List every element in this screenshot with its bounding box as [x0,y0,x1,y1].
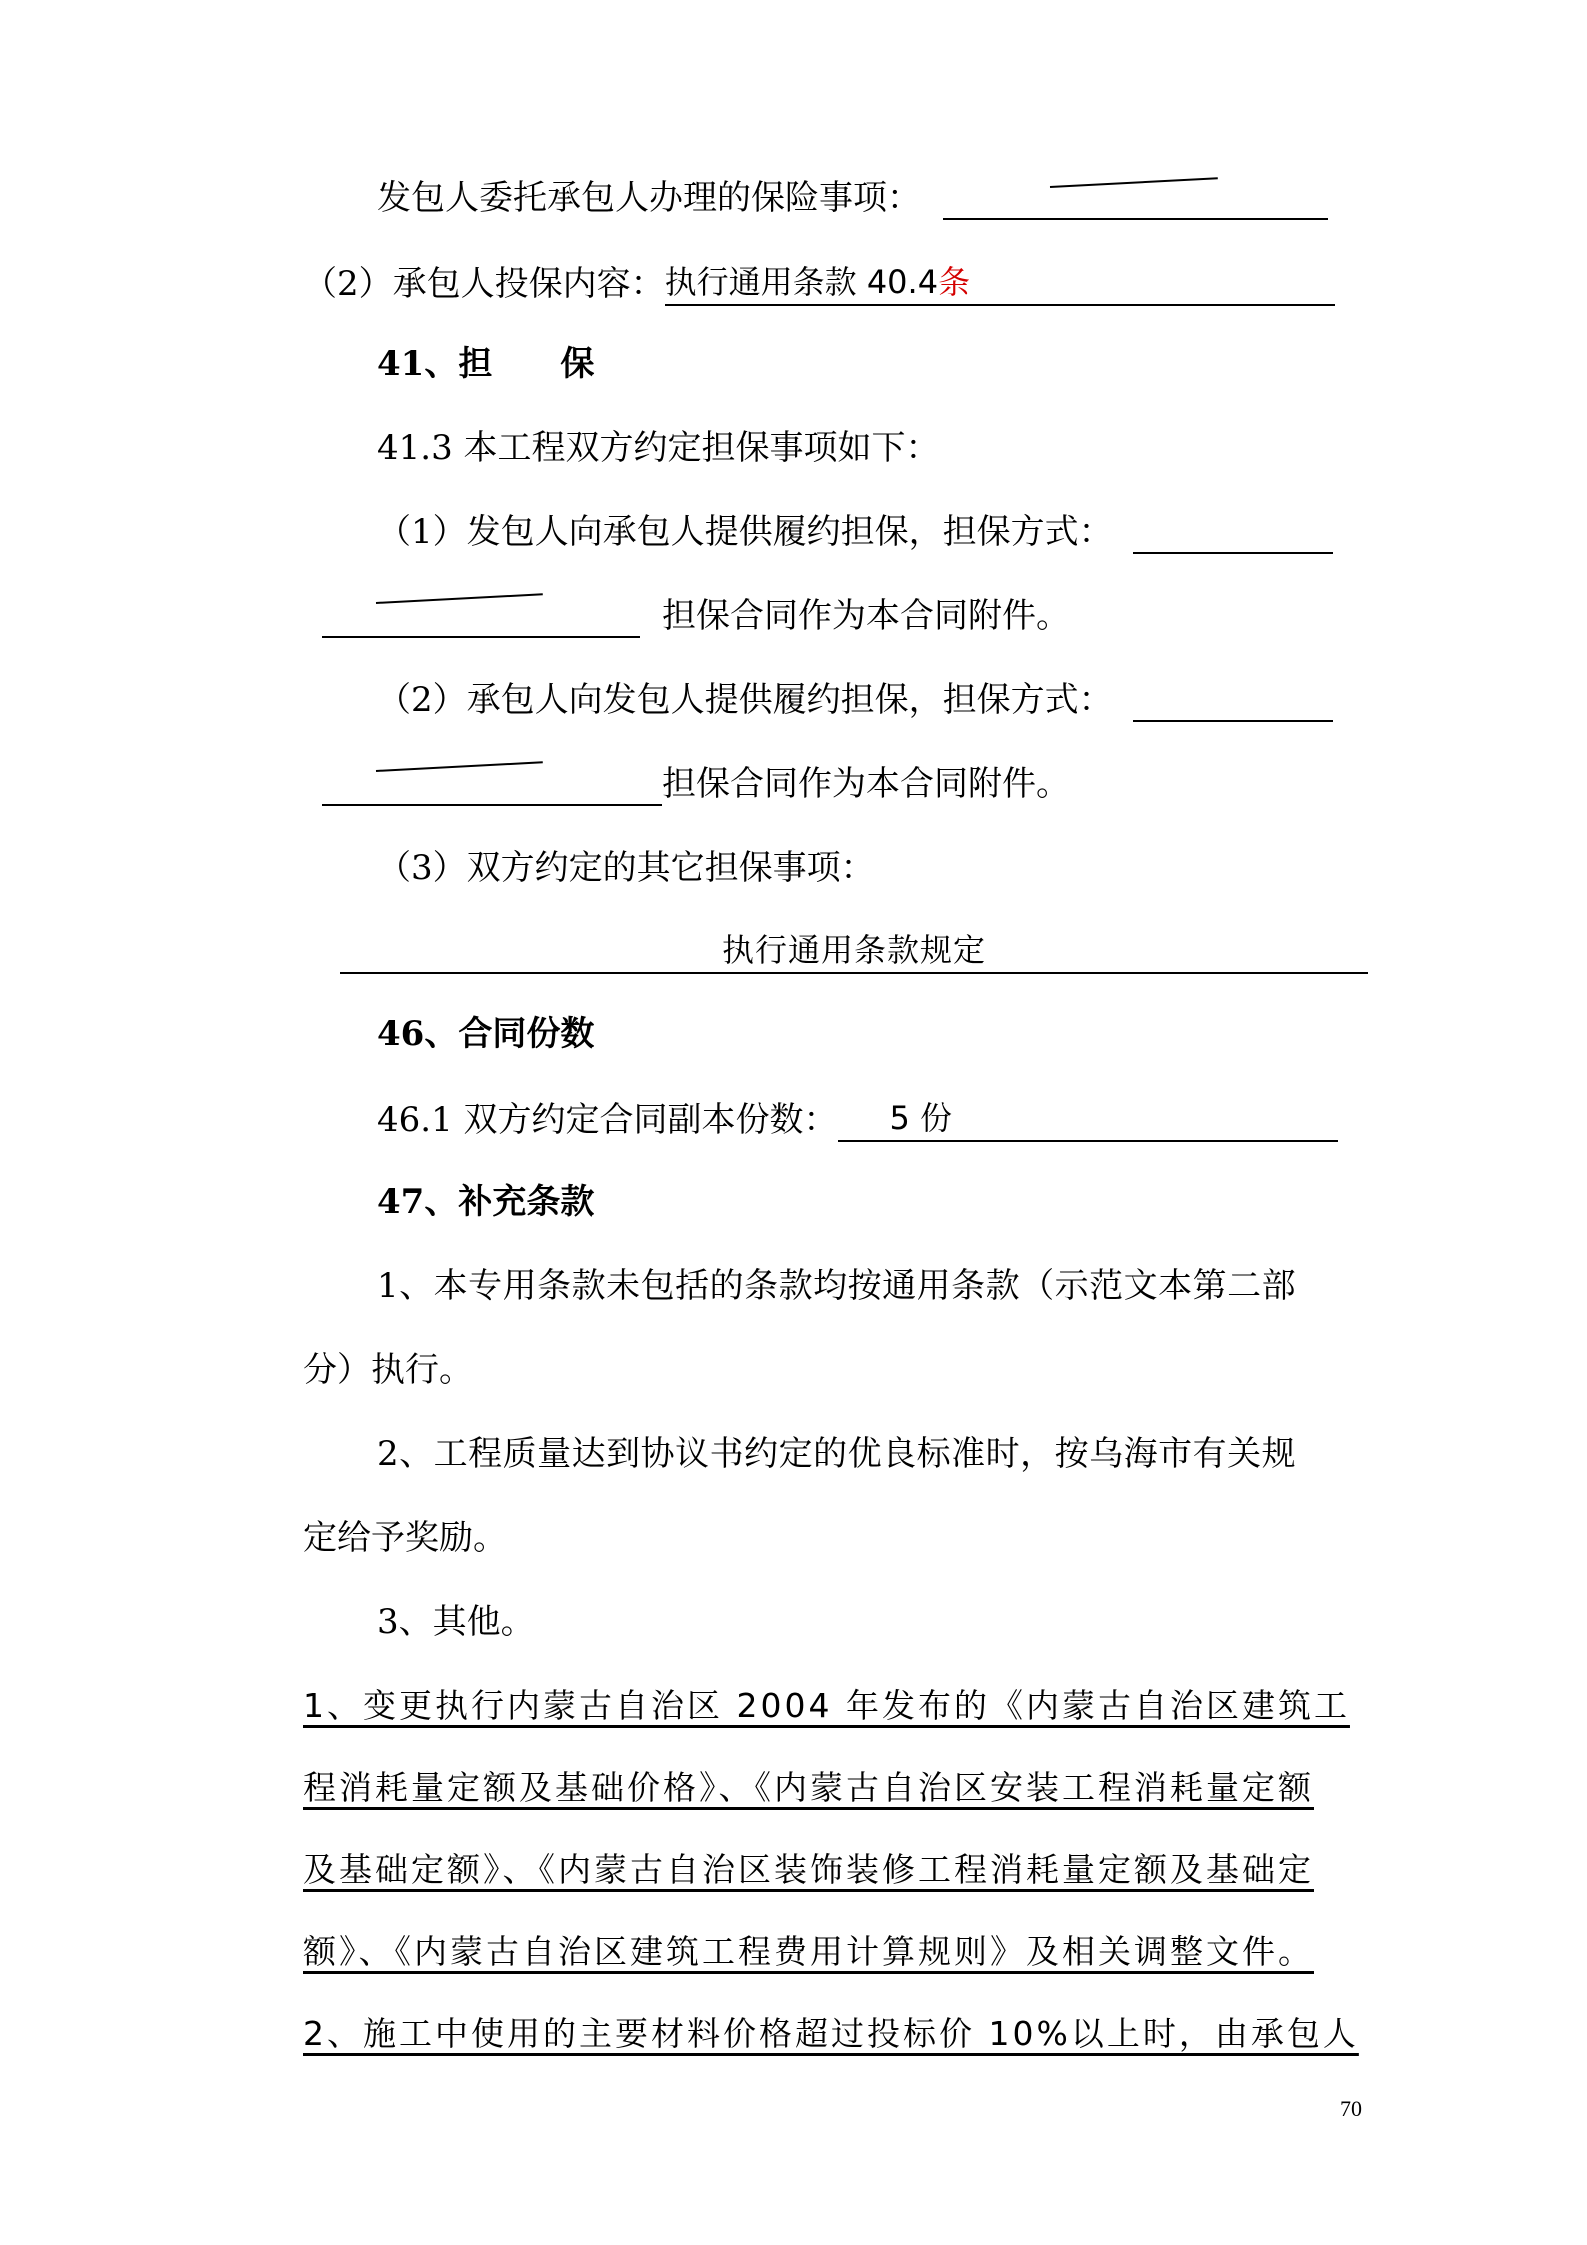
copies-value-field [838,1096,1338,1142]
other-guarantee-value: 执行通用条款规定 [340,928,1368,974]
contractor-insurance-label: （2）承包人投保内容： [303,264,665,304]
guarantee-employer-label: （1）发包人向承包人提供履约担保，担保方式： [377,512,1113,552]
guarantee-contractor-line-2 [322,762,1070,806]
guarantee-contractor-attachment: 担保合同作为本合同附件。 [662,764,1070,804]
section-46-heading: 46、合同份数 [377,1014,595,1054]
supplement-item-2-line-2: 定给予奖励。 [303,1518,507,1558]
contractor-insurance-line [303,260,1335,306]
other-guarantee-value-line [340,928,1368,974]
copies-label: 46.1 双方约定合同副本份数： [377,1100,838,1140]
copies-value: 5 份 [889,1099,953,1137]
supplement-line: 1、变更执行内蒙古自治区 2004 年发布的《内蒙古自治区建筑工 [303,1686,1350,1725]
section-47-heading: 47、补充条款 [377,1182,595,1222]
page-number: 70 [1340,2096,1362,2121]
guarantee-contractor-blank [1133,680,1333,722]
supplement-line: 2、施工中使用的主要材料价格超过投标价 10%以上时，由承包人 [303,2014,1359,2053]
other-guarantee-line: （3）双方约定的其它担保事项： [377,848,875,888]
guarantee-employer-line [377,510,1333,554]
guarantee-contractor-label: （2）承包人向发包人提供履约担保，担保方式： [377,680,1113,720]
supplement-underlined-block [303,1665,1368,2075]
guarantee-employer-line-2 [322,594,1070,638]
contractor-insurance-value: 执行通用条款 40.4条 [665,260,1335,306]
insurance-entrusted-blank [943,178,1328,220]
clause-41-3: 41.3 本工程双方约定担保事项如下： [377,428,940,468]
supplement-item-1-line-1: 1、本专用条款未包括的条款均按通用条款（示范文本第二部 [377,1266,1297,1306]
supplement-line: 程消耗量定额及基础价格》、《内蒙古自治区安装工程消耗量定额 [303,1768,1314,1807]
guarantee-contractor-line [377,678,1333,722]
insurance-entrusted-label: 发包人委托承包人办理的保险事项： [377,178,921,218]
section-41-heading: 41、担 保 [377,344,595,384]
guarantee-employer-blank-2 [322,596,640,638]
supplement-item-3: 3、其他。 [377,1602,535,1642]
guarantee-employer-blank [1133,512,1333,554]
supplement-item-2-line-1: 2、工程质量达到协议书约定的优良标准时，按乌海市有关规 [377,1434,1297,1474]
guarantee-employer-attachment: 担保合同作为本合同附件。 [662,596,1070,636]
supplement-item-1-line-2: 分）执行。 [303,1350,473,1390]
supplement-line: 及基础定额》、《内蒙古自治区装饰装修工程消耗量定额及基础定 [303,1850,1314,1889]
insurance-entrusted-line [377,176,1328,220]
supplement-line: 额》、《内蒙古自治区建筑工程费用计算规则》及相关调整文件。 [303,1932,1314,1971]
guarantee-contractor-blank-2 [322,764,662,806]
clause-46-1 [377,1096,1338,1142]
